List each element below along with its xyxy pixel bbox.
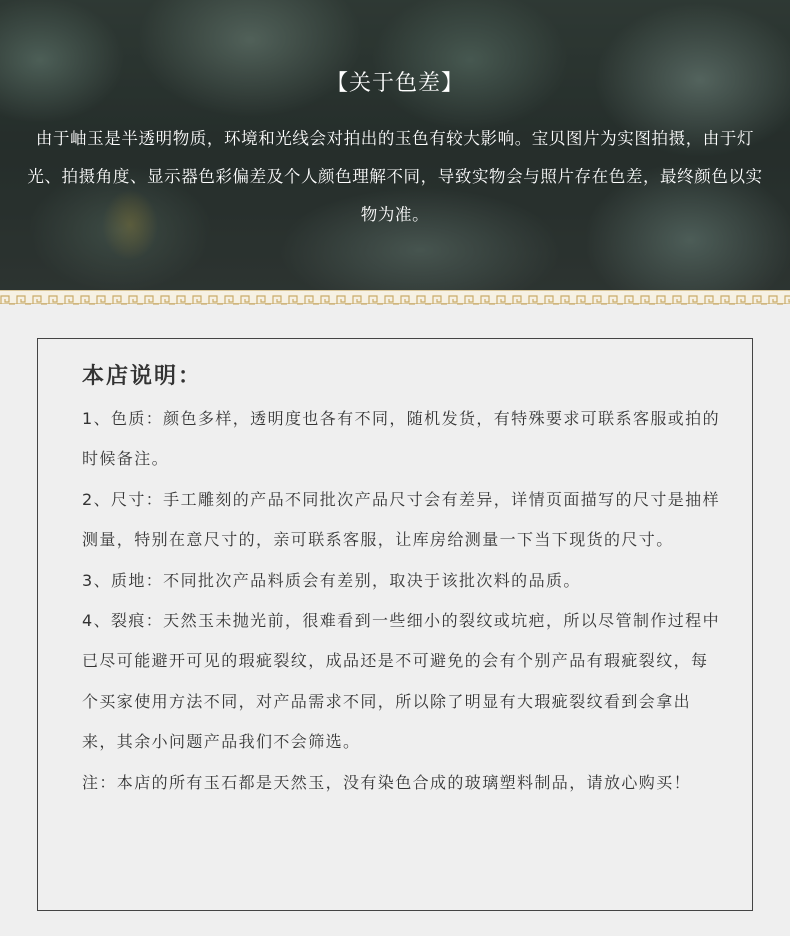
notice-item-note: 注：本店的所有玉石都是天然玉，没有染色合成的玻璃塑料制品，请放心购买！ xyxy=(82,772,692,792)
fret-pattern-icon xyxy=(0,294,790,306)
store-notice-body xyxy=(82,399,722,803)
jade-background-banner xyxy=(0,0,790,290)
notice-item-color: 1、色质：颜色多样，透明度也各有不同，随机发货，有特殊要求可联系客服或拍的时候备注。 xyxy=(82,409,720,469)
notice-item-texture: 3、质地：不同批次产品料质会有差别，取决于该批次料的品质。 xyxy=(82,570,581,590)
color-difference-title: 【关于色差】 xyxy=(325,71,464,96)
store-notice-box xyxy=(37,338,753,911)
decorative-fret-border xyxy=(0,290,790,304)
store-notice-heading: 本店说明： xyxy=(82,364,203,389)
notice-item-size: 2、尺寸：手工雕刻的产品不同批次产品尺寸会有差异，详情页面描写的尺寸是抽样测量，特别在意尺寸的，亲可联系客服，让库房给测量一下当下现货的尺寸。 xyxy=(82,489,720,550)
notice-item-cracks: 4、裂痕：天然玉未抛光前，很难看到一些细小的裂纹或坑疤，所以尽管制作过程中已尽可能避开可见的瑕疵裂纹，成品还是不可避免的会有个别产品有瑕疵裂纹，每个买家使用方法不同，对产品需求不同，所以除了明显有大瑕疵裂纹看到会拿出来，其余小问题产品我们不会筛选。 xyxy=(82,611,720,752)
color-difference-text: 由于岫玉是半透明物质，环境和光线会对拍出的玉色有较大影响。宝贝图片为实图拍摄，由于灯光、拍摄角度、显示器色彩偏差及个人颜色理解不同，导致实物会与照片存在色差，最终颜色以实物为准。 xyxy=(27,129,763,224)
